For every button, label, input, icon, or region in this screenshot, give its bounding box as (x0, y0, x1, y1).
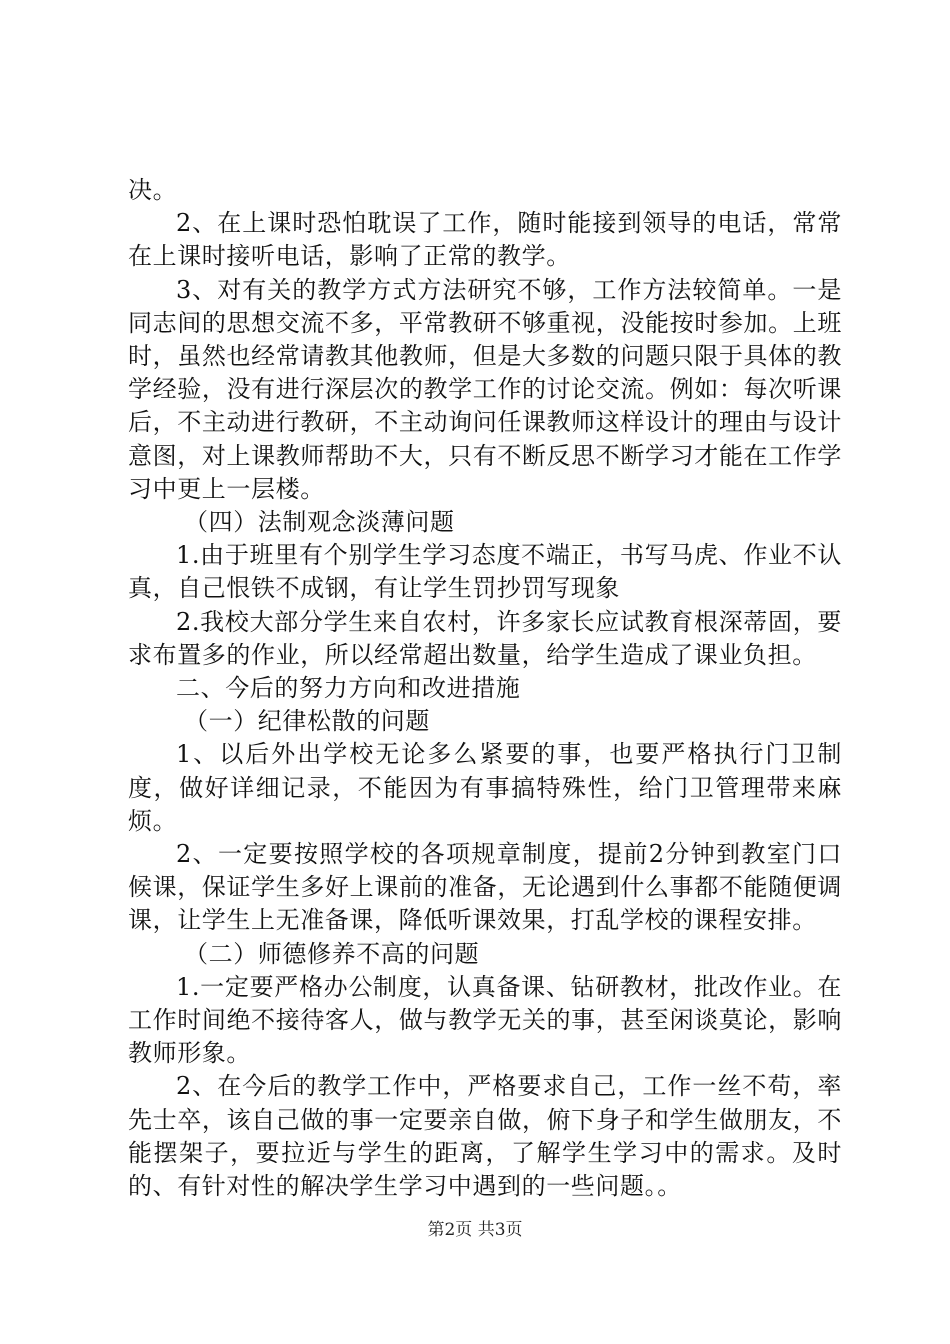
paragraph-5: 2.我校大部分学生来自农村，许多家长应试教育根深蒂固，要求布置多的作业，所以经常超出数量，给学生造成了课业负担。 (128, 607, 842, 669)
section-heading-ethics: （二）师德修养不高的问题 (184, 939, 480, 968)
section-heading-discipline: （一）纪律松散的问题 (184, 707, 430, 736)
document-body (128, 174, 842, 1203)
page-footer (0, 1215, 950, 1240)
section-heading-legal-awareness: （四）法制观念淡薄问题 (184, 508, 455, 537)
paragraph-12: 2、在今后的教学工作中，严格要求自己，工作一丝不苟，率先士卒，该自己做的事一定要亲自做，俯下身子和学生做朋友，不能摆架子，要拉近与学生的距离，了解学生学习中的需求。及时的、有针对性的解决学生学习中遇到的一些问题。。 (128, 1072, 842, 1201)
paragraph-8: 1、以后外出学校无论多么紧要的事，也要严格执行门卫制度，做好详细记录，不能因为有事搞特殊性，给门卫管理带来麻烦。 (128, 740, 842, 835)
paragraph-2: 3、对有关的教学方式方法研究不够，工作方法较简单。一是同志间的思想交流不多，平常教研不够重视，没能按时参加。上班时，虽然也经常请教其他教师，但是大多数的问题只限于具体的教学经验，没有进行深层次的教学工作的讨论交流。例如：每次听课后，不主动进行教研，不主动询问任课教师这样设计的理由与设计意图，对上课教师帮助不大，只有不断反思不断学习才能在工作学习中更上一层楼。 (128, 275, 842, 503)
paragraph-1: 2、在上课时恐怕耽误了工作，随时能接到领导的电话，常常在上课时接听电话，影响了正常的教学。 (128, 209, 842, 271)
paragraph-11: 1.一定要严格办公制度，认真备课、钻研教材，批改作业。在工作时间绝不接待客人，做与教学无关的事，甚至闲谈莫论，影响教师形象。 (128, 972, 842, 1068)
paragraph-0: 决。 (128, 176, 178, 204)
page-number: 第2页 共3页 (427, 1220, 523, 1240)
section-heading-improvement: 二、今后的努力方向和改进措施 (176, 674, 521, 703)
paragraph-4: 1.由于班里有个别学生学习态度不端正，书写马虎、作业不认真，自己恨铁不成钢，有让学生罚抄罚写现象 (128, 541, 842, 603)
paragraph-9: 2、一定要按照学校的各项规章制度，提前2分钟到教室门口候课，保证学生多好上课前的准备，无论遇到什么事都不能随便调课，让学生上无准备课，降低听课效果，打乱学校的课程安排。 (128, 840, 842, 935)
